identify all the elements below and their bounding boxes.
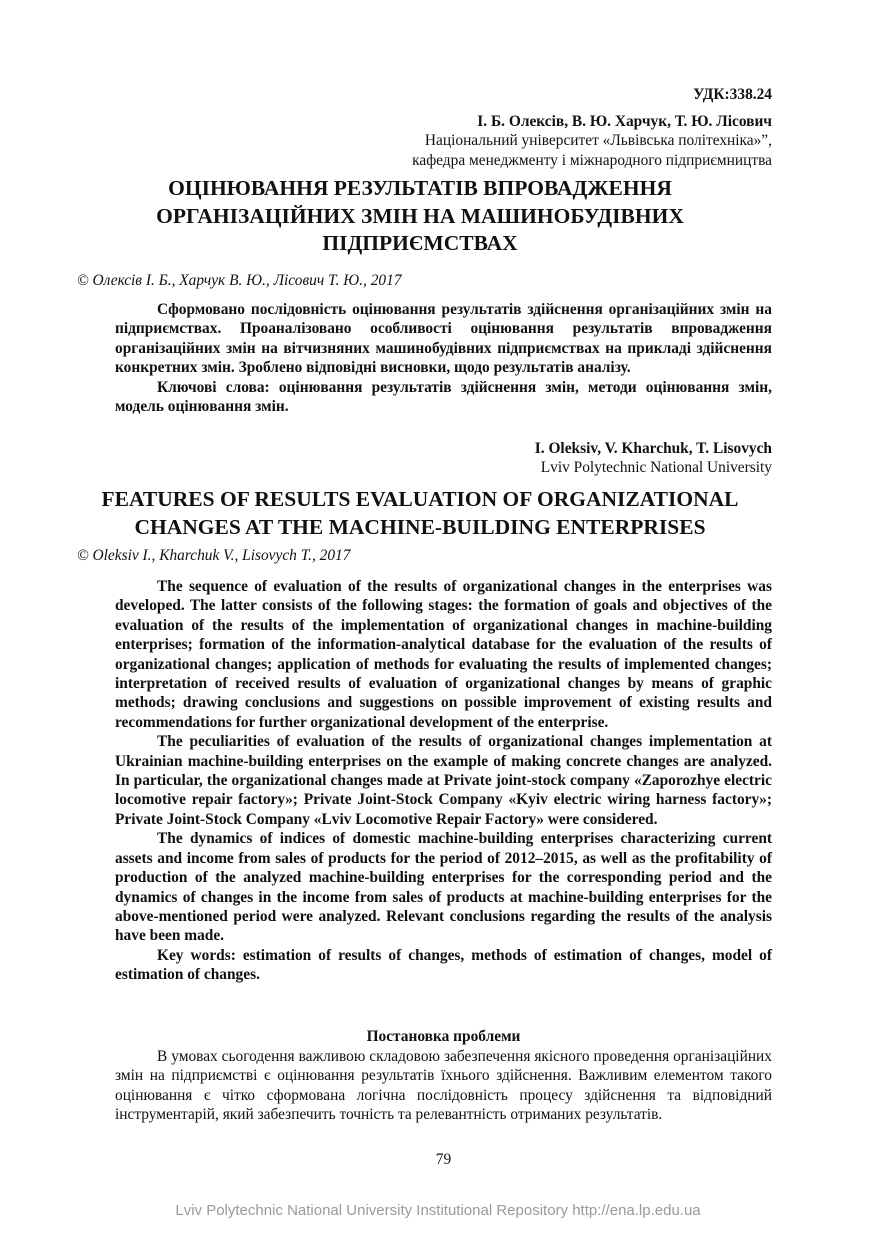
page-number: 79 xyxy=(435,1151,452,1168)
en-affiliation: Lviv Polytechnic National University xyxy=(540,459,772,477)
ua-title-line: ОЦІНЮВАННЯ РЕЗУЛЬТАТІВ ВПРОВАДЖЕННЯ xyxy=(168,176,672,200)
en-keywords: Key words: estimation of results of changes, methods of estimation of changes, model of estimation of changes. xyxy=(115,946,772,984)
en-title-line: CHANGES AT THE MACHINE-BUILDING ENTERPRISES xyxy=(134,514,706,539)
section-body xyxy=(115,1047,772,1125)
ua-authors: І. Б. Олексів, В. Ю. Харчук, Т. Ю. Лісович xyxy=(477,113,772,130)
ua-author-block xyxy=(115,112,772,170)
ua-copyright: © Олексів І. Б., Харчук В. Ю., Лісович Т. Ю., 2017 xyxy=(77,272,402,289)
en-author-block xyxy=(115,439,772,478)
ua-abstract xyxy=(115,300,772,416)
en-title xyxy=(60,486,780,541)
section-heading: Постановка проблеми xyxy=(366,1028,521,1045)
repository-footer: Lviv Polytechnic National University Institutional Repository http://ena.lp.edu.ua xyxy=(175,1202,701,1219)
en-abstract-paragraph: The dynamics of indices of domestic machine-building enterprises characterizing current assets and income from sales of products for the period of 2012–2015, as well as the profitability of production of the analyzed machine-building enterprises for the corresponding period and the dynamics of changes in the income from sales of products at machine-building enterprises for the above-mentioned period were analyzed. Relevant conclusions regarding the results of the analysis have been made. xyxy=(115,830,772,945)
en-title-line: FEATURES OF RESULTS EVALUATION OF ORGANIZATIONAL xyxy=(101,487,739,511)
ua-title xyxy=(60,175,780,258)
en-abstract-paragraph: The sequence of evaluation of the results of organizational changes in the enterprises was developed. The latter consists of the following stages: the formation of goals and objectives of the evaluation of the results of the implementation of organizational changes in machine-building enterprises; formation of the information-analytical database for the evaluation of the results of organizational changes; application of methods for evaluating the results of implemented changes; interpretation of received results of evaluation of organizational changes by means of graphic methods; drawing conclusions and suggestions on possible improvement of existing results and recommendations for further organizational development of the enterprise. xyxy=(115,578,772,731)
en-authors: I. Oleksiv, V. Kharchuk, T. Lisovych xyxy=(534,440,772,457)
udk-code: УДК:338.24 xyxy=(693,86,772,103)
en-copyright: © Oleksiv I., Kharchuk V., Lisovych T., 2017 xyxy=(77,547,351,564)
ua-title-line: ОРГАНІЗАЦІЙНИХ ЗМІН НА МАШИНОБУДІВНИХ xyxy=(156,203,684,228)
ua-title-line: ПІДПРИЄМСТВАХ xyxy=(322,231,518,255)
ua-affiliation-line: кафедра менеджменту і міжнародного підприємництва xyxy=(412,151,772,169)
section-paragraph: В умовах сьогодення важливою складовою забезпечення якісного проведення організаційних змін на підприємстві є оцінювання результатів їхнього здійснення. Важливим елементом такого оцінювання є чітко сформована логічна послідовність процесу здійснення та відповідний інструментарій, який забезпечить точність та релевантність отриманих результатів. xyxy=(115,1048,772,1124)
en-abstract-paragraph: The peculiarities of evaluation of the results of organizational changes implementation at Ukrainian machine-building enterprises on the example of making concrete changes are analyzed. In particular, the organizational changes made at Private joint-stock company «Zaporozhye electric locomotive repair factory»; Private Joint-Stock Company «Kyiv electric wiring harness factory»; Private Joint-Stock Company «Lviv Locomotive Repair Factory» were considered. xyxy=(115,733,772,828)
ua-abstract-text: Сформовано послідовність оцінювання результатів здійснення організаційних змін на підприємствах. Проаналізовано особливості оцінювання результатів впровадження організаційних змін на вітчизняних машинобудівних підприємствах на прикладі здійснення конкретних змін. Зроблено відповідні висновки, щодо результатів аналізу. xyxy=(115,301,772,377)
ua-keywords: Ключові слова: оцінювання результатів здійснення змін, методи оцінювання змін, модель оцінювання змін. xyxy=(115,378,772,416)
en-abstract xyxy=(115,577,772,985)
ua-affiliation-line: Національний університет «Львівська політехніка»”, xyxy=(424,132,772,150)
